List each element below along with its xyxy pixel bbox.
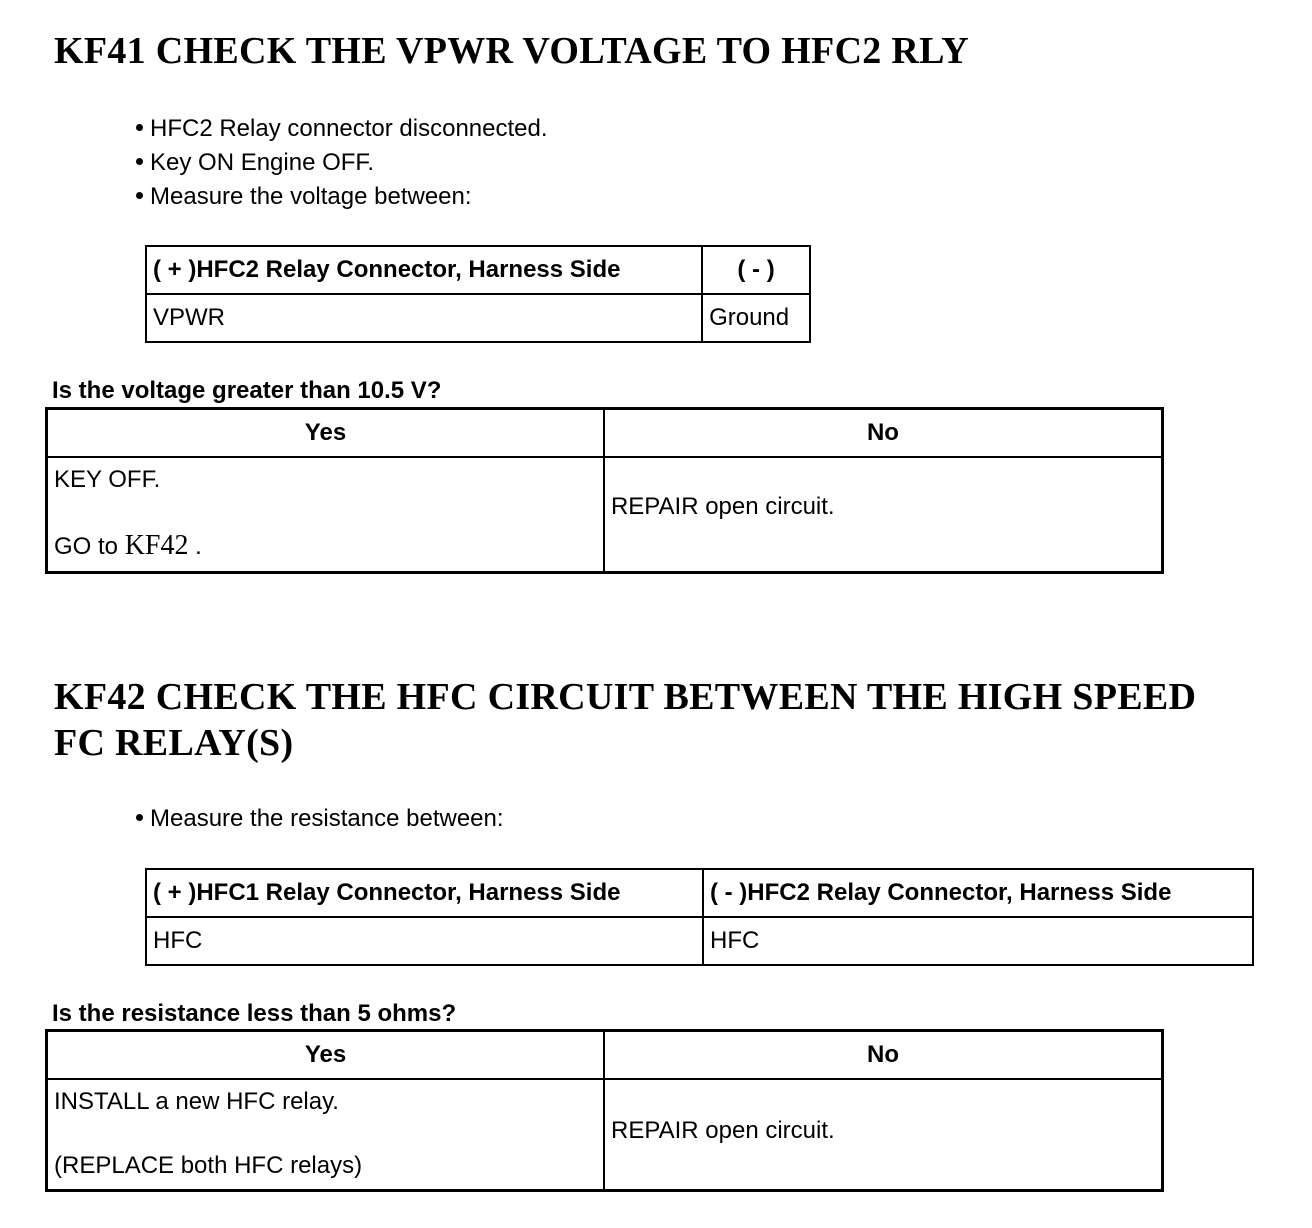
list-item: Measure the voltage between:	[136, 180, 548, 214]
kf42-heading: KF42 CHECK THE HFC CIRCUIT BETWEEN THE HIGH SPEED FC RELAY(S)	[54, 676, 1197, 764]
list-item: Measure the resistance between:	[136, 802, 504, 836]
no-header: No	[604, 409, 1163, 457]
bullet-icon	[136, 814, 143, 821]
bullet-icon	[136, 124, 143, 131]
list-item: HFC2 Relay connector disconnected.	[136, 112, 548, 146]
table-header: ( - )HFC2 Relay Connector, Harness Side	[703, 869, 1253, 917]
no-header: No	[604, 1031, 1162, 1079]
table-cell: HFC	[146, 917, 703, 965]
kf41-question: Is the voltage greater than 10.5 V?	[52, 377, 442, 404]
kf42-reference-link[interactable]: KF42	[124, 529, 189, 561]
yes-header: Yes	[47, 409, 604, 457]
no-cell: REPAIR open circuit.	[604, 457, 1163, 573]
kf42-bullet-list	[136, 802, 504, 836]
no-cell: REPAIR open circuit.	[604, 1079, 1162, 1191]
bullet-icon	[136, 158, 143, 165]
yes-header: Yes	[47, 1031, 605, 1079]
table-cell: HFC	[703, 917, 1253, 965]
kf41-bullet-list	[136, 112, 548, 214]
bullet-icon	[136, 192, 143, 199]
kf41-heading: KF41 CHECK THE VPWR VOLTAGE TO HFC2 RLY	[54, 30, 970, 72]
kf42-measure-table	[145, 868, 1254, 966]
table-header: ( + )HFC2 Relay Connector, Harness Side	[146, 246, 702, 294]
kf41-measure-table	[145, 245, 811, 343]
table-cell: VPWR	[146, 294, 702, 342]
kf42-result-table	[45, 1029, 1164, 1192]
yes-cell: KEY OFF. GO to KF42 .	[47, 457, 604, 573]
kf41-result-table	[45, 407, 1164, 574]
table-header: ( + )HFC1 Relay Connector, Harness Side	[146, 869, 703, 917]
yes-cell: INSTALL a new HFC relay. (REPLACE both HFC relays)	[47, 1079, 605, 1191]
table-header: ( - )	[702, 246, 810, 294]
list-item: Key ON Engine OFF.	[136, 146, 548, 180]
kf42-question: Is the resistance less than 5 ohms?	[52, 1000, 457, 1027]
table-cell: Ground	[702, 294, 810, 342]
